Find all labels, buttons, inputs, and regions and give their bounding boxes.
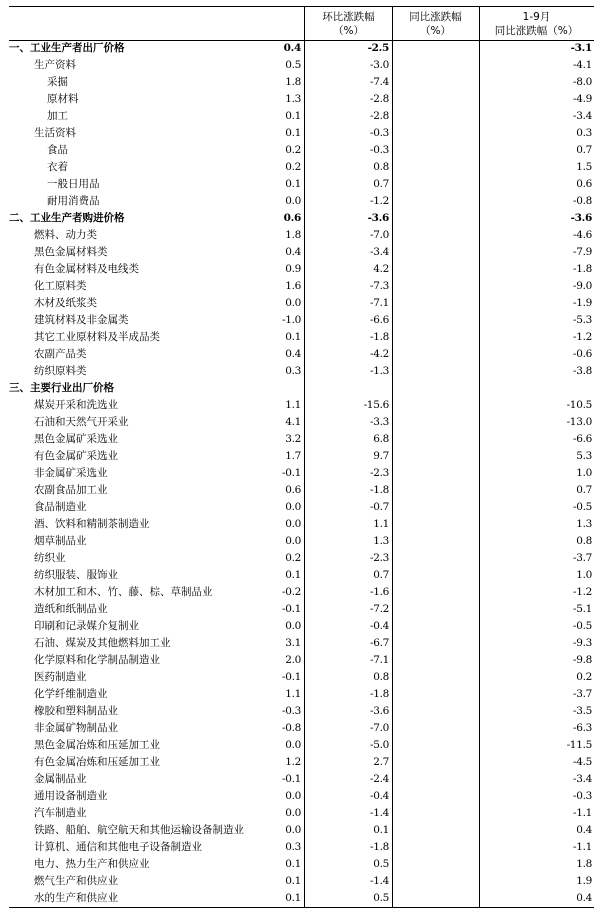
yoy-change-value: -0.7 — [369, 501, 389, 513]
yoy-change-value: -1.2 — [369, 195, 389, 207]
table-row — [9, 652, 594, 669]
mom-change-value: 0.3 — [285, 841, 301, 853]
yoy-change-value: 0.5 — [373, 858, 389, 870]
table-row — [9, 176, 594, 193]
ytd-change-value: 1.3 — [576, 518, 592, 530]
ytd-change-value: -3.5 — [572, 705, 592, 717]
mom-change-value: -0.2 — [281, 586, 301, 598]
ytd-change-value: 1.8 — [576, 858, 592, 870]
ytd-change-value: -4.9 — [572, 93, 592, 105]
row-label: 化学纤维制造业 — [34, 688, 108, 700]
row-label: 其它工业原材料及半成品类 — [34, 331, 160, 343]
yoy-change-value: -3.4 — [369, 246, 389, 258]
row-label: 化工原料类 — [34, 280, 87, 292]
mom-change-value: 3.2 — [285, 433, 301, 445]
ytd-change-value: -4.6 — [572, 229, 592, 241]
yoy-change-value: -1.8 — [369, 331, 389, 343]
row-label: 木材加工和木、竹、藤、棕、草制品业 — [34, 586, 213, 598]
mom-change-value: 0.2 — [285, 161, 301, 173]
table-row — [9, 686, 594, 703]
row-label: 有色金属材料及电线类 — [34, 263, 139, 275]
yoy-change-value: 1.3 — [373, 535, 389, 547]
table-row — [9, 805, 594, 822]
table-row — [9, 244, 594, 261]
yoy-change-value: -2.3 — [369, 552, 389, 564]
table-row — [9, 635, 594, 652]
ytd-change-value: 0.7 — [576, 144, 592, 156]
row-label: 农副产品类 — [34, 348, 87, 360]
row-label: 烟草制品业 — [34, 535, 87, 547]
mom-change-value: 0.0 — [285, 195, 301, 207]
table-row — [9, 601, 594, 618]
mom-change-value: 0.4 — [283, 42, 301, 54]
ytd-change-value: -11.5 — [566, 739, 592, 751]
row-label: 造纸和纸制品业 — [34, 603, 108, 615]
table-row — [9, 839, 594, 856]
table-row — [9, 74, 594, 91]
row-label: 黑色金属冶炼和压延加工业 — [34, 739, 160, 751]
table-body — [9, 40, 594, 907]
row-label: 计算机、通信和其他电子设备制造业 — [34, 841, 202, 853]
ytd-change-value: -0.3 — [572, 790, 592, 802]
row-label: 木材及纸浆类 — [34, 297, 97, 309]
yoy-change-value: -3.6 — [369, 705, 389, 717]
section-header-row — [9, 210, 594, 227]
ytd-change-value: 5.3 — [576, 450, 592, 462]
ytd-change-value: -7.9 — [572, 246, 592, 258]
row-label: 一般日用品 — [47, 178, 100, 190]
table-row — [9, 516, 594, 533]
mom-change-value: 0.1 — [285, 875, 301, 887]
table-row — [9, 108, 594, 125]
table-row — [9, 329, 594, 346]
table-row — [9, 193, 594, 210]
row-label: 水的生产和供应业 — [34, 892, 118, 904]
yoy-change-value: -3.6 — [367, 212, 389, 224]
yoy-change-value: -3.0 — [369, 59, 389, 71]
table-row — [9, 448, 594, 465]
mom-change-value: -0.1 — [281, 773, 301, 785]
yoy-change-value: 4.2 — [373, 263, 389, 275]
mom-change-value: 0.1 — [285, 892, 301, 904]
mom-change-value: 1.8 — [285, 229, 301, 241]
mom-change-value: 0.0 — [285, 807, 301, 819]
yoy-change-value: -4.2 — [369, 348, 389, 360]
row-label: 医药制造业 — [34, 671, 87, 683]
mom-change-value: 0.0 — [285, 501, 301, 513]
yoy-change-value: -6.6 — [369, 314, 389, 326]
row-label: 纺织业 — [34, 552, 66, 564]
ytd-change-value: -3.6 — [570, 212, 592, 224]
table-row — [9, 703, 594, 720]
yoy-change-value: -0.4 — [369, 620, 389, 632]
table-row — [9, 720, 594, 737]
mom-change-value: 0.1 — [285, 178, 301, 190]
section-header-row — [9, 380, 594, 397]
row-label: 黑色金属材料类 — [34, 246, 108, 258]
table-row — [9, 737, 594, 754]
mom-change-value: 0.2 — [285, 144, 301, 156]
yoy-change-value: -1.8 — [369, 841, 389, 853]
header-ytd-title: 同比涨跌幅（%） — [494, 25, 579, 37]
ytd-change-value: 1.9 — [576, 875, 592, 887]
mom-change-value: 0.6 — [283, 212, 301, 224]
ytd-change-value: -3.7 — [572, 552, 592, 564]
yoy-change-value: 1.1 — [373, 518, 389, 530]
mom-change-value: 1.7 — [285, 450, 301, 462]
yoy-change-value: -2.4 — [369, 773, 389, 785]
table-row — [9, 91, 594, 108]
table-row — [9, 771, 594, 788]
ytd-change-value: -3.7 — [572, 688, 592, 700]
table-row — [9, 873, 594, 890]
ytd-change-value: -4.1 — [572, 59, 592, 71]
row-label: 燃气生产和供应业 — [34, 875, 118, 887]
table-row — [9, 261, 594, 278]
table-row — [9, 397, 594, 414]
table-row — [9, 754, 594, 771]
yoy-change-value: 0.7 — [373, 569, 389, 581]
yoy-change-value: -2.8 — [369, 93, 389, 105]
ytd-change-value: -1.9 — [572, 297, 592, 309]
row-label: 建筑材料及非金属类 — [34, 314, 129, 326]
yoy-change-value: -15.6 — [363, 399, 389, 411]
yoy-change-value: -1.4 — [369, 875, 389, 887]
yoy-change-value: -1.3 — [369, 365, 389, 377]
mom-change-value: 0.2 — [285, 552, 301, 564]
yoy-change-value: -1.8 — [369, 484, 389, 496]
row-label: 电力、热力生产和供应业 — [34, 858, 150, 870]
mom-change-value: 0.9 — [285, 263, 301, 275]
header-ytd-period: 1-9月 — [522, 11, 551, 23]
header-ytd-change — [479, 7, 594, 40]
row-label: 有色金属冶炼和压延加工业 — [34, 756, 160, 768]
row-label: 二、工业生产者购进价格 — [9, 212, 125, 224]
ytd-change-value: 0.2 — [576, 671, 592, 683]
table-row — [9, 346, 594, 363]
ytd-change-value: -1.1 — [572, 807, 592, 819]
row-label: 食品 — [47, 144, 68, 156]
row-label: 衣着 — [47, 161, 68, 173]
table-row — [9, 788, 594, 805]
table-row — [9, 142, 594, 159]
mom-change-value: 0.1 — [285, 858, 301, 870]
ytd-change-value: -1.1 — [572, 841, 592, 853]
ytd-change-value: 0.4 — [576, 892, 592, 904]
header-mom-change — [305, 7, 392, 40]
row-label: 加工 — [47, 110, 68, 122]
ytd-change-value: -4.5 — [572, 756, 592, 768]
mom-change-value: 0.4 — [285, 246, 301, 258]
row-label: 耐用消费品 — [47, 195, 100, 207]
ytd-change-value: -8.0 — [572, 76, 592, 88]
mom-change-value: 0.1 — [285, 110, 301, 122]
mom-change-value: 0.0 — [285, 790, 301, 802]
yoy-change-value: 0.5 — [373, 892, 389, 904]
row-label: 石油和天然气开采业 — [34, 416, 129, 428]
yoy-change-value: -0.3 — [369, 144, 389, 156]
ytd-change-value: -0.5 — [572, 501, 592, 513]
mom-change-value: 0.0 — [285, 824, 301, 836]
mom-change-value: -0.1 — [281, 467, 301, 479]
row-label: 黑色金属矿采选业 — [34, 433, 118, 445]
table-bottom-rule — [9, 907, 594, 908]
mom-change-value: 1.1 — [285, 688, 301, 700]
section-header-row — [9, 40, 594, 57]
table-row — [9, 550, 594, 567]
ytd-change-value: -0.6 — [572, 348, 592, 360]
ytd-change-value: -3.4 — [572, 110, 592, 122]
mom-change-value: 0.1 — [285, 569, 301, 581]
mom-change-value: 0.0 — [285, 739, 301, 751]
table-row — [9, 669, 594, 686]
table-row — [9, 482, 594, 499]
ytd-change-value: 1.5 — [576, 161, 592, 173]
mom-change-value: 0.6 — [285, 484, 301, 496]
mom-change-value: 2.0 — [285, 654, 301, 666]
table-row — [9, 57, 594, 74]
mom-change-value: 1.6 — [285, 280, 301, 292]
ytd-change-value: -3.1 — [570, 42, 592, 54]
mom-change-value: -0.1 — [281, 671, 301, 683]
table-row — [9, 431, 594, 448]
row-label: 有色金属矿采选业 — [34, 450, 118, 462]
row-label: 印刷和记录媒介复制业 — [34, 620, 139, 632]
yoy-change-value: -0.4 — [369, 790, 389, 802]
yoy-change-value: 9.7 — [373, 450, 389, 462]
table-row — [9, 414, 594, 431]
row-label: 非金属矿采选业 — [34, 467, 108, 479]
header-yoy-unit: （%） — [420, 25, 451, 37]
ytd-change-value: -1.8 — [572, 263, 592, 275]
row-label: 酒、饮料和精制茶制造业 — [34, 518, 150, 530]
yoy-change-value: -0.3 — [369, 127, 389, 139]
table-row — [9, 312, 594, 329]
header-yoy-change — [392, 7, 479, 40]
yoy-change-value: -1.6 — [369, 586, 389, 598]
row-label: 生产资料 — [34, 59, 76, 71]
table-row — [9, 856, 594, 873]
table-row — [9, 584, 594, 601]
yoy-change-value: -2.8 — [369, 110, 389, 122]
row-label: 纺织服装、服饰业 — [34, 569, 118, 581]
header-mom-title: 环比涨跌幅 — [322, 11, 375, 23]
ytd-change-value: 0.3 — [576, 127, 592, 139]
table-row — [9, 567, 594, 584]
row-label: 燃料、动力类 — [34, 229, 97, 241]
mom-change-value: 0.0 — [285, 518, 301, 530]
table-header — [9, 7, 594, 40]
ytd-change-value: -5.1 — [572, 603, 592, 615]
row-label: 铁路、船舶、航空航天和其他运输设备制造业 — [34, 824, 244, 836]
yoy-change-value: -5.0 — [369, 739, 389, 751]
ytd-change-value: -10.5 — [566, 399, 592, 411]
mom-change-value: 3.1 — [285, 637, 301, 649]
table-row — [9, 533, 594, 550]
table-row — [9, 125, 594, 142]
mom-change-value: 0.1 — [285, 331, 301, 343]
header-mom-unit: （%） — [333, 25, 364, 37]
mom-change-value: 4.1 — [285, 416, 301, 428]
ytd-change-value: -0.8 — [572, 195, 592, 207]
table-row — [9, 822, 594, 839]
ytd-change-value: 0.8 — [576, 535, 592, 547]
mom-change-value: 0.5 — [285, 59, 301, 71]
row-label: 煤炭开采和洗选业 — [34, 399, 118, 411]
ytd-change-value: -9.0 — [572, 280, 592, 292]
row-label: 生活资料 — [34, 127, 76, 139]
mom-change-value: 1.3 — [285, 93, 301, 105]
ytd-change-value: 1.0 — [576, 569, 592, 581]
row-label: 石油、煤炭及其他燃料加工业 — [34, 637, 171, 649]
yoy-change-value: -6.7 — [369, 637, 389, 649]
table-row — [9, 227, 594, 244]
row-label: 一、工业生产者出厂价格 — [9, 42, 125, 54]
row-label: 三、主要行业出厂价格 — [9, 382, 114, 394]
yoy-change-value: 0.7 — [373, 178, 389, 190]
table-row — [9, 618, 594, 635]
yoy-change-value: 0.8 — [373, 671, 389, 683]
mom-change-value: -0.3 — [281, 705, 301, 717]
ytd-change-value: -9.8 — [572, 654, 592, 666]
yoy-change-value: 2.7 — [373, 756, 389, 768]
ytd-change-value: 0.7 — [576, 484, 592, 496]
ytd-change-value: -13.0 — [566, 416, 592, 428]
yoy-change-value: -3.3 — [369, 416, 389, 428]
ytd-change-value: -9.3 — [572, 637, 592, 649]
mom-change-value: 0.0 — [285, 297, 301, 309]
mom-change-value: -0.8 — [281, 722, 301, 734]
mom-change-value: 1.2 — [285, 756, 301, 768]
yoy-change-value: 0.1 — [373, 824, 389, 836]
table-row — [9, 278, 594, 295]
table-row — [9, 499, 594, 516]
mom-change-value: -0.1 — [281, 603, 301, 615]
row-label: 食品制造业 — [34, 501, 87, 513]
mom-change-value: 1.8 — [285, 76, 301, 88]
mom-change-value: 0.0 — [285, 535, 301, 547]
table-row — [9, 890, 594, 907]
mom-change-value: -1.0 — [281, 314, 301, 326]
row-label: 采掘 — [47, 76, 68, 88]
row-label: 农副食品加工业 — [34, 484, 108, 496]
yoy-change-value: -7.1 — [369, 654, 389, 666]
yoy-change-value: -7.1 — [369, 297, 389, 309]
row-label: 金属制品业 — [34, 773, 87, 785]
row-label: 非金属矿物制品业 — [34, 722, 118, 734]
mom-change-value: 0.1 — [285, 127, 301, 139]
ytd-change-value: -3.4 — [572, 773, 592, 785]
yoy-change-value: 0.8 — [373, 161, 389, 173]
ytd-change-value: 0.4 — [576, 824, 592, 836]
mom-change-value: 1.1 — [285, 399, 301, 411]
table-row — [9, 159, 594, 176]
ytd-change-value: 1.0 — [576, 467, 592, 479]
yoy-change-value: -7.2 — [369, 603, 389, 615]
mom-change-value: 0.4 — [285, 348, 301, 360]
ytd-change-value: -0.5 — [572, 620, 592, 632]
row-label: 橡胶和塑料制品业 — [34, 705, 118, 717]
yoy-change-value: -1.4 — [369, 807, 389, 819]
mom-change-value: 0.3 — [285, 365, 301, 377]
yoy-change-value: -2.3 — [369, 467, 389, 479]
row-label: 纺织原料类 — [34, 365, 87, 377]
yoy-change-value: -7.4 — [369, 76, 389, 88]
ytd-change-value: 0.6 — [576, 178, 592, 190]
table-row — [9, 465, 594, 482]
yoy-change-value: -2.5 — [367, 42, 389, 54]
yoy-change-value: -7.0 — [369, 722, 389, 734]
row-label: 通用设备制造业 — [34, 790, 108, 802]
table-row — [9, 363, 594, 380]
yoy-change-value: -7.0 — [369, 229, 389, 241]
ytd-change-value: -6.3 — [572, 722, 592, 734]
ytd-change-value: -6.6 — [572, 433, 592, 445]
yoy-change-value: -1.8 — [369, 688, 389, 700]
mom-change-value: 0.0 — [285, 620, 301, 632]
ytd-change-value: -1.2 — [572, 586, 592, 598]
yoy-change-value: 6.8 — [373, 433, 389, 445]
ytd-change-value: -5.3 — [572, 314, 592, 326]
header-yoy-title: 同比涨跌幅 — [409, 11, 462, 23]
row-label: 汽车制造业 — [34, 807, 87, 819]
yoy-change-value: -7.3 — [369, 280, 389, 292]
table-row — [9, 295, 594, 312]
row-label: 原材料 — [47, 93, 79, 105]
row-label: 化学原料和化学制品制造业 — [34, 654, 160, 666]
ytd-change-value: -1.2 — [572, 331, 592, 343]
ytd-change-value: -3.8 — [572, 365, 592, 377]
